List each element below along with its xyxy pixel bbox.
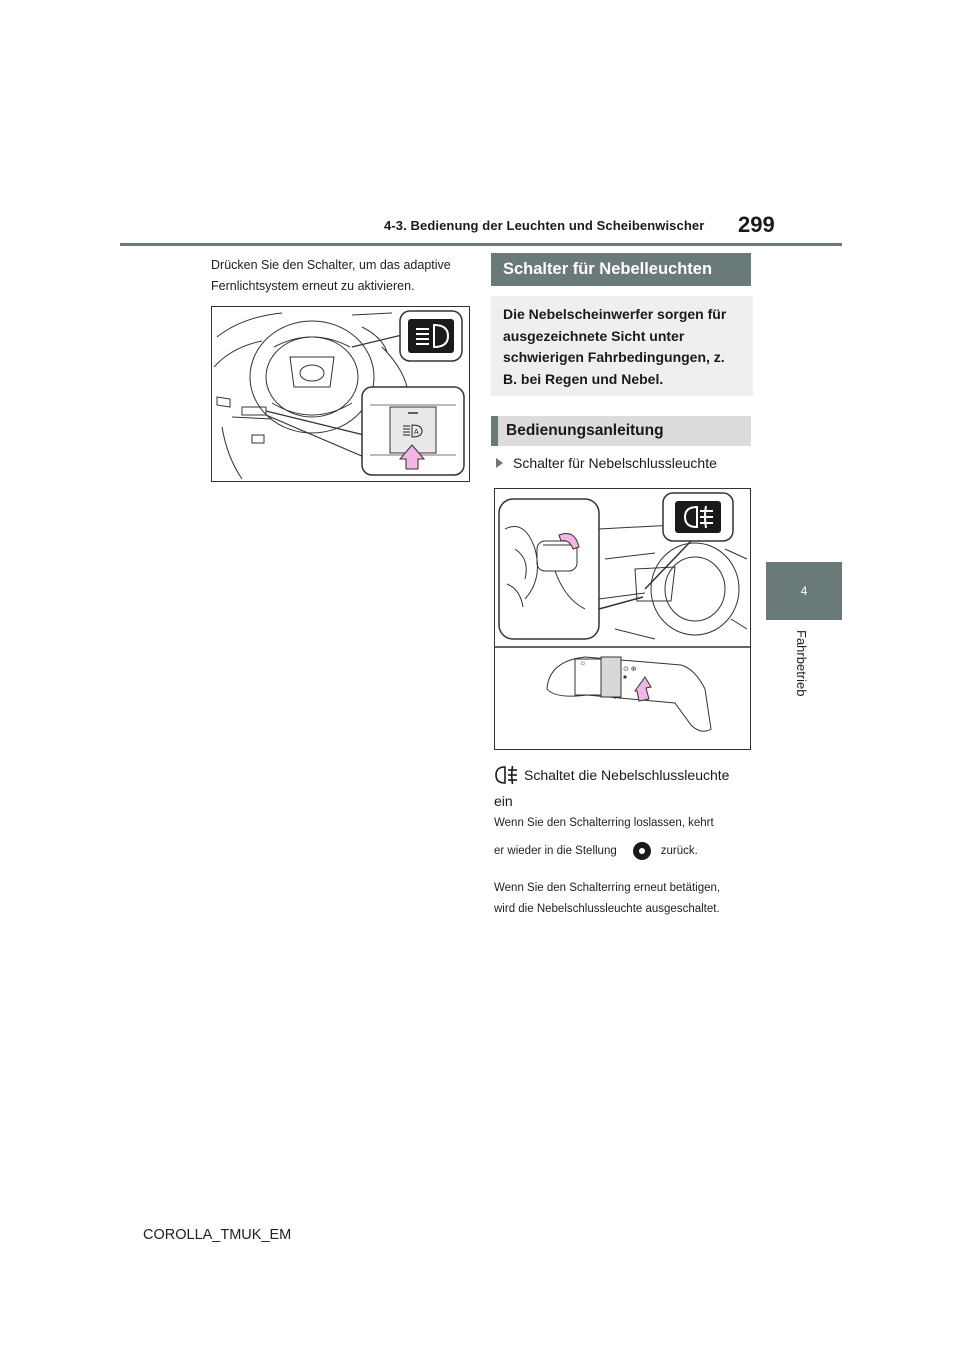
subheading: Bedienungsanleitung bbox=[506, 422, 664, 439]
dashboard-figure bbox=[211, 306, 470, 482]
info-box-text: Die Nebelscheinwerfer sorgen für ausgezeichnete Sicht unter schwierigen Fahrbedingungen, z. B. bei Regen und Nebel. bbox=[503, 306, 727, 387]
section-heading: Schalter für Nebelleuchten bbox=[503, 260, 713, 278]
note-2 bbox=[494, 878, 756, 920]
fog-on-text-2: ein bbox=[494, 793, 513, 809]
bullet-text: Schalter für Nebelschlussleuchte bbox=[513, 455, 717, 471]
bullet-triangle-icon bbox=[496, 458, 503, 468]
svg-text:A: A bbox=[414, 429, 419, 436]
intro-text: Drücken Sie den Schalter, um das adaptive Fernlichtsystem erneut zu aktivieren. bbox=[211, 258, 451, 293]
chapter-label: Fahrbetrieb bbox=[794, 630, 809, 697]
svg-text:⊙ ⊕: ⊙ ⊕ bbox=[623, 666, 637, 673]
fog-switch-illustration bbox=[495, 489, 750, 749]
subheading-bar bbox=[491, 416, 751, 446]
page-number: 299 bbox=[738, 212, 775, 237]
fog-switch-figure bbox=[494, 488, 751, 750]
position-dot-icon bbox=[633, 842, 651, 860]
section-heading-bar bbox=[491, 253, 751, 286]
note-1-line-b: er wieder in die Stellung bbox=[494, 845, 617, 857]
bullet-item bbox=[494, 455, 717, 471]
chapter-tab bbox=[766, 562, 842, 620]
section-title: 4-3. Bedienung der Leuchten und Scheibenwischer bbox=[384, 218, 705, 233]
note-2-line-a: Wenn Sie den Schalterring erneut betätigen, bbox=[494, 882, 721, 894]
dashboard-illustration bbox=[212, 307, 469, 481]
note-2-line-b: wird die Nebelschlussleuchte ausgeschaltet. bbox=[494, 903, 720, 915]
up-arrow bbox=[635, 677, 651, 701]
info-box bbox=[491, 296, 753, 396]
fog-on-description bbox=[494, 762, 754, 814]
fog-on-text-1: Schaltet die Nebelschlussleuchte bbox=[524, 767, 730, 783]
model-code: COROLLA_TMUK_EM bbox=[143, 1227, 292, 1243]
note-1-line-c: zurück. bbox=[660, 845, 698, 857]
note-1 bbox=[494, 812, 756, 862]
header-divider bbox=[120, 243, 842, 246]
chapter-number: 4 bbox=[800, 584, 808, 598]
svg-text:☼: ☼ bbox=[579, 658, 587, 667]
rear-fog-light-icon bbox=[494, 765, 518, 785]
note-1-line-a: Wenn Sie den Schalterring loslassen, kehrt bbox=[494, 817, 714, 829]
